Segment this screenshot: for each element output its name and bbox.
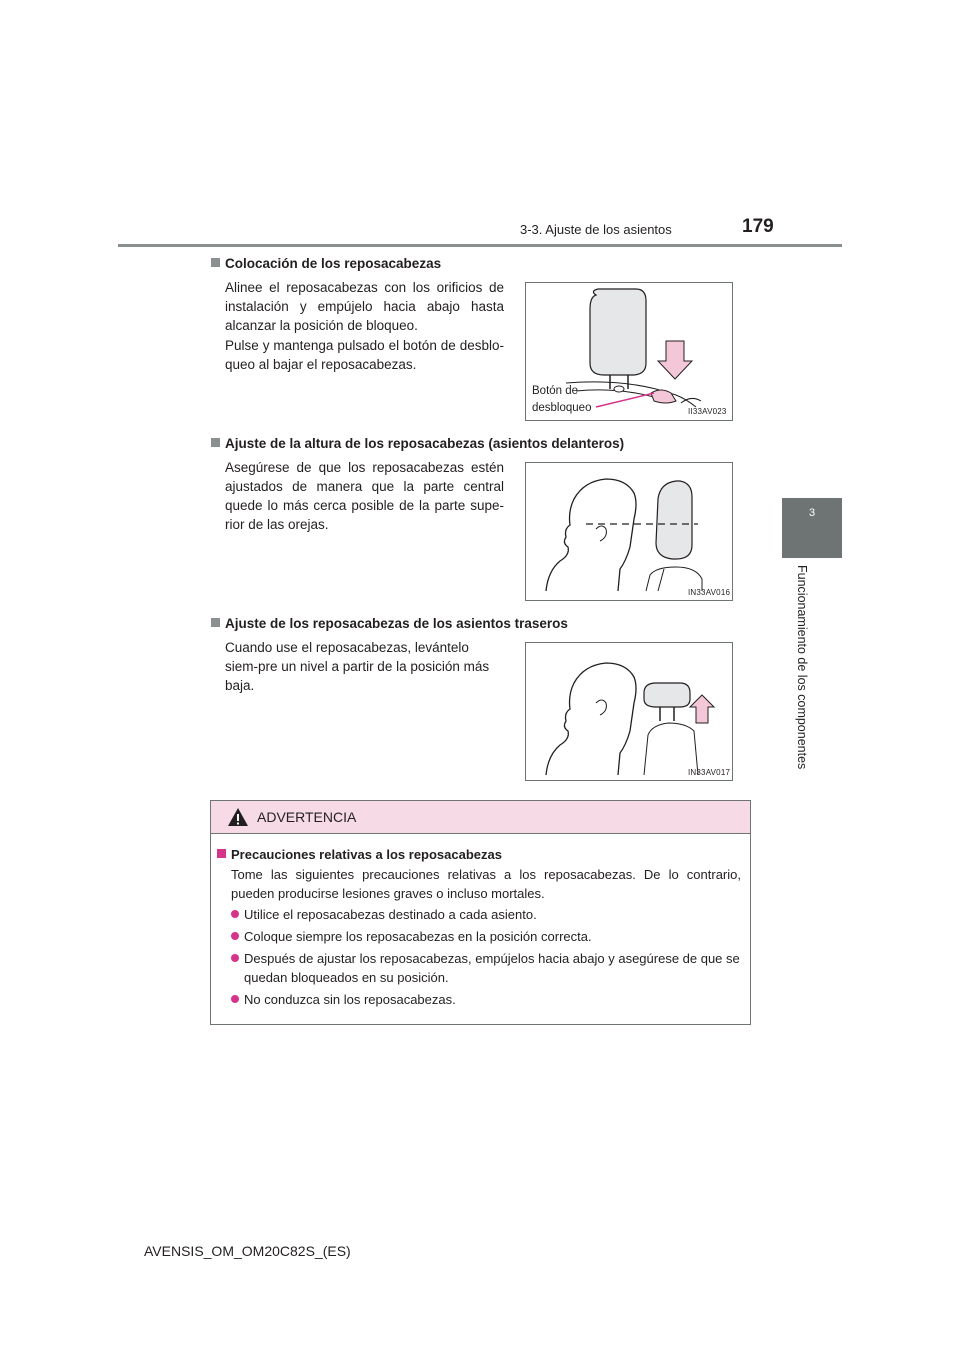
warning-title: ADVERTENCIA [257,809,357,825]
warning-bullet-2: Coloque siempre los reposacabezas en la posición correcta. [231,927,743,946]
warning-bullet-4: No conduzca sin los reposacabezas. [231,990,743,1009]
page-number: 179 [742,216,774,237]
warning-header [211,801,750,834]
section-2-paragraph-1: Asegúrese de que los reposacabezas estén ajustados de manera que la parte central quede lo más cerca posible de la parte supe-rior de las orejas. [225,460,504,532]
warning-box [210,800,751,1025]
warning-bullet-1: Utilice el reposacabezas destinado a cada asiento. [231,905,743,924]
section-1-paragraph-2: Pulse y mantenga pulsado el botón de desblo-queo al bajar el reposacabezas. [225,338,504,372]
chapter-tab-number: 3 [808,507,816,519]
section-title-colocacion: Colocación de los reposacabezas [211,256,441,271]
rear-headrest-illustration [526,643,732,780]
warning-subtitle: Precauciones relativas a los reposacabezas [217,847,502,862]
square-bullet-icon [211,618,220,627]
chapter-side-label: Funcionamiento de los componentes [795,565,809,770]
section-title-ajuste-altura: Ajuste de la altura de los reposacabezas (asientos delanteros) [211,436,624,451]
square-bullet-icon [211,438,220,447]
figure-headrest-height-front [525,462,733,601]
header-rule [118,244,842,247]
section-3-paragraph-1: Cuando use el reposacabezas, levántelo siem-pre un nivel a partir de la posición más baja. [225,640,490,693]
footer-document-code: AVENSIS_OM_OM20C82S_(ES) [144,1243,351,1259]
round-bullet-icon [231,910,239,918]
figure-label-unlock-button-1: Botón de [532,385,579,397]
square-bullet-icon [217,849,226,858]
section-1-paragraph-1: Alinee el reposacabezas con los orificios de instalación y empújelo hacia abajo hasta alcanzar la posición de bloqueo. [225,280,504,333]
header-section-title: 3-3. Ajuste de los asientos [520,222,672,237]
figure-code-2: IN33AV016 [688,588,731,597]
round-bullet-icon [231,932,239,940]
warning-triangle-icon [227,807,249,827]
figure-code-3: IN33AV017 [688,768,731,777]
figure-label-unlock-button-2: desbloqueo [532,402,592,414]
round-bullet-icon [231,954,239,962]
figure-headrest-install [525,282,733,421]
figure-headrest-rear [525,642,733,781]
headrest-height-illustration [526,463,732,600]
round-bullet-icon [231,995,239,1003]
warning-bullet-3: Después de ajustar los reposacabezas, empújelos hacia abajo y asegúrese de que se quedan bloqueados en su posición. [231,949,760,987]
warning-intro-text: Tome las siguientes precauciones relativas a los reposacabezas. De lo contrario, pueden producirse lesiones graves o incluso mortales. [231,867,741,901]
square-bullet-icon [211,258,220,267]
section-title-traseros: Ajuste de los reposacabezas de los asientos traseros [211,616,568,631]
figure-code-1: II33AV023 [688,407,727,416]
